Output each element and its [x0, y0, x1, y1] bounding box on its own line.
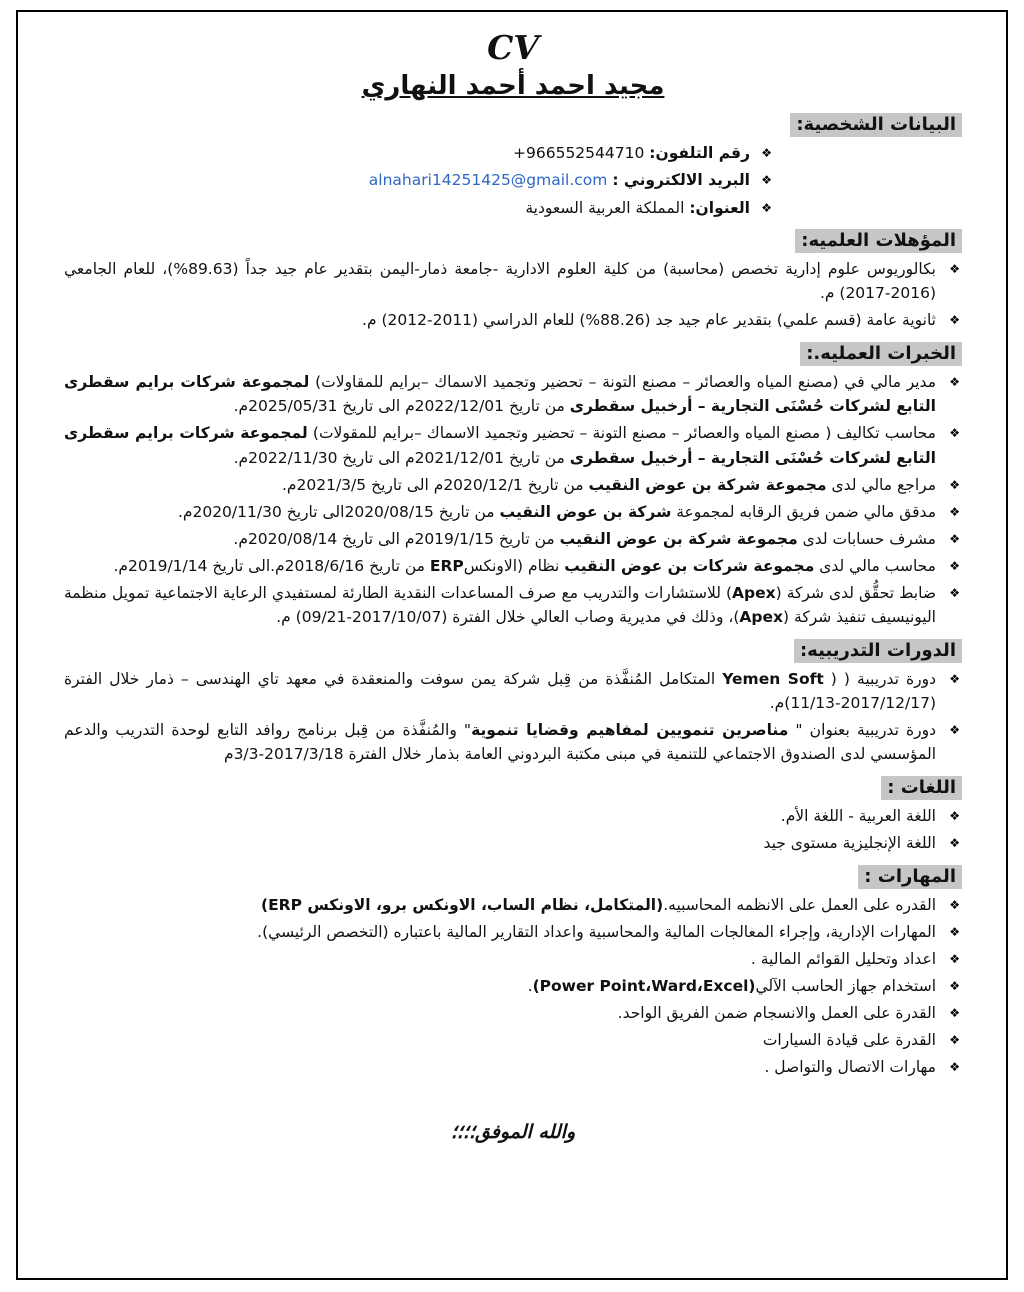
contact-block — [64, 142, 962, 219]
item-text: القدره على العمل على الانظمه المحاسبيه.(المتكامل، نظام الساب، الاونكس برو، الاونكس ERP) — [261, 895, 936, 914]
list-item — [64, 947, 962, 971]
list-item — [64, 370, 962, 418]
section-header — [64, 342, 962, 366]
item-text: القدرة على العمل والانسجام ضمن الفريق الواحد. — [617, 1003, 936, 1022]
section-title: المؤهلات العلميه: — [795, 229, 962, 253]
list-item — [64, 500, 962, 524]
item-text: ثانوية عامة (قسم علمي) بتقدير عام جيد جد (88.26%) للعام الدراسي (2011-2012) م. — [362, 311, 936, 330]
item-text: بكالوريوس علوم إدارية تخصص (محاسبة) من كلية العلوم الادارية -جامعة ذمار-اليمن بتقدير عام جيد جداً (89.63%)، للعام الجامعي (2016-2017) م. — [64, 260, 936, 303]
item-text: اللغة العربية - اللغة الأم. — [780, 806, 936, 825]
address-line — [64, 197, 774, 219]
item-text: اعداد وتحليل القوائم المالية . — [750, 949, 936, 968]
bullet-icon: ❖ — [949, 426, 960, 441]
bullet-icon: ❖ — [949, 808, 960, 823]
section-title: اللغات : — [881, 776, 962, 800]
list-item — [64, 804, 962, 828]
section-items — [64, 667, 962, 766]
item-text: استخدام جهاز الحاسب الآلي(Power Point،Ward،Excel). — [527, 976, 936, 995]
list-item — [64, 527, 962, 551]
bullet-icon: ❖ — [949, 313, 960, 328]
section-title: البيانات الشخصية: — [790, 113, 962, 137]
bullet-icon: ❖ — [949, 722, 960, 737]
list-item — [64, 1055, 962, 1079]
cv-section — [64, 342, 962, 628]
item-text: مدير مالي في (مصنع المياه والعصائر – مصنع التونة – تحضير وتجميد الاسماك –برايم للمقاولات) لمجموعة شركات برايم سقطرى التابع لشركات حُسْنَى التجارية – أرخبيل سقطرى من تاريخ 2022/12/01م الى تاريخ 2025/05/31م. — [64, 373, 936, 416]
list-item — [64, 893, 962, 917]
bullet-icon: ❖ — [949, 951, 960, 966]
email-link[interactable]: alnahari14251425@gmail.com — [368, 171, 608, 190]
item-text: محاسب تكاليف ( مصنع المياه والعصائر – مصنع التونة – تحضير وتجميد الاسماك –برايم للمقولات) لمجموعة شركات برايم سقطرى التابع لشركات حُسْنَى التجارية – أرخبيل سقطرى من تاريخ 2021/12/01م الى تاريخ 2022/11/30م. — [64, 424, 936, 467]
section-header — [64, 639, 962, 663]
item-text: دورة تدريبية ( ( Yemen Soft المتكامل المُنفَّذة من قِبل شركة يمن سوفت والمنعقدة في معهد تاي الهندسى – ذمار خلال الفترة (2017/12/17-11/13)م. — [64, 669, 936, 712]
address-value: المملكة العربية السعودية — [525, 198, 685, 217]
bullet-icon: ❖ — [761, 173, 772, 188]
list-item — [64, 831, 962, 855]
bullet-icon: ❖ — [949, 1005, 960, 1020]
phone-value: +966552544710 — [513, 144, 645, 162]
bullet-icon: ❖ — [949, 1032, 960, 1047]
bullet-icon: ❖ — [949, 835, 960, 850]
email-label: البريد الالكتروني : — [612, 171, 750, 190]
item-text: محاسب مالي لدى مجموعة شركات بن عوض النقيب نظام (الاونكسERP من تاريخ 2018/6/16م.الى تاريخ 2019/1/14م. — [113, 556, 936, 575]
bullet-icon: ❖ — [949, 897, 960, 912]
cv-section — [64, 639, 962, 766]
list-item — [64, 581, 962, 629]
item-text: مشرف حسابات لدى مجموعة شركة بن عوض النقيب من تاريخ 2019/1/15م الى تاريخ 2020/08/14م. — [233, 529, 936, 548]
item-text: مراجع مالي لدى مجموعة شركة بن عوض النقيب من تاريخ 2020/12/1م الى تاريخ 2021/3/5م. — [281, 475, 936, 494]
email-line — [64, 169, 774, 191]
section-header — [64, 229, 962, 253]
section-title: المهارات : — [858, 865, 962, 889]
cv-page — [16, 10, 1008, 1280]
list-item — [64, 667, 962, 715]
bullet-icon: ❖ — [949, 531, 960, 546]
phone-label: رقم التلفون: — [649, 144, 750, 162]
bullet-icon: ❖ — [949, 924, 960, 939]
cv-sections — [64, 229, 962, 1078]
list-item — [64, 1028, 962, 1052]
list-item — [64, 554, 962, 578]
section-personal-data — [64, 113, 962, 137]
cv-section — [64, 229, 962, 332]
item-text: مهارات الاتصال والتواصل . — [764, 1057, 936, 1076]
candidate-name: مجيد احمد أحمد النهاري — [361, 71, 665, 101]
item-text: ضابط تحقُّق لدى شركة (Apex) للاستشارات والتدريب مع صرف المساعدات النقدية الطارئة لمستفيدي الرعاية الاجتماعية تمويل منظمة اليونيسيف تنفيذ شركة (Apex)، وذلك في مديرية وصاب العالي خلال الفترة (2017/10/07-09/21) م. — [64, 583, 936, 626]
section-title: الدورات التدريبيه: — [794, 639, 962, 663]
section-items — [64, 893, 962, 1079]
section-items — [64, 804, 962, 855]
list-item — [64, 920, 962, 944]
section-header — [64, 865, 962, 889]
list-item — [64, 1001, 962, 1025]
bullet-icon: ❖ — [949, 585, 960, 600]
bullet-icon: ❖ — [949, 375, 960, 390]
list-item — [64, 421, 962, 469]
cv-section — [64, 776, 962, 855]
cv-section — [64, 865, 962, 1079]
bullet-icon: ❖ — [949, 558, 960, 573]
bullet-icon: ❖ — [949, 671, 960, 686]
list-item — [64, 718, 962, 766]
item-text: اللغة الإنجليزية مستوى جيد — [763, 833, 936, 852]
bullet-icon: ❖ — [949, 262, 960, 277]
bullet-icon: ❖ — [949, 504, 960, 519]
bullet-icon: ❖ — [761, 200, 772, 215]
section-title: الخبرات العمليه.: — [800, 342, 962, 366]
list-item — [64, 974, 962, 998]
bullet-icon: ❖ — [761, 146, 772, 160]
phone-line — [64, 142, 774, 164]
list-item — [64, 257, 962, 305]
item-text: القدرة على قيادة السيارات — [762, 1030, 936, 1049]
address-label: العنوان: — [689, 198, 750, 217]
section-items — [64, 370, 962, 628]
item-text: المهارات الإدارية، وإجراء المعالجات المالية والمحاسبية واعداد التقارير المالية باعتباره (التخصص الرئيسي). — [257, 922, 936, 941]
section-items — [64, 257, 962, 332]
list-item — [64, 308, 962, 332]
section-header — [64, 776, 962, 800]
bullet-icon: ❖ — [949, 477, 960, 492]
bullet-icon: ❖ — [949, 1059, 960, 1074]
item-text: مدقق مالي ضمن فريق الرقابه لمجموعة شركة بن عوض النقيب من تاريخ 2020/08/15الى تاريخ 2020/11/30م. — [177, 502, 936, 521]
closing-phrase: والله الموفق؛؛؛؛ — [450, 1120, 576, 1143]
bullet-icon: ❖ — [949, 978, 960, 993]
cv-title: CV — [487, 28, 539, 67]
item-text: دورة تدريبية بعنوان " مناصرين تنمويين لمفاهيم وقضايا تنموية" والمُنفَّذة من قِبل برنامج روافد التابع لوحدة التدريب والدعم المؤسسي لدى الصندوق الاجتماعي للتنمية في مبنى مكتبة البردوني العامة بذمار خلال الفترة 2017/3/18-3/3م — [64, 720, 936, 763]
list-item — [64, 473, 962, 497]
